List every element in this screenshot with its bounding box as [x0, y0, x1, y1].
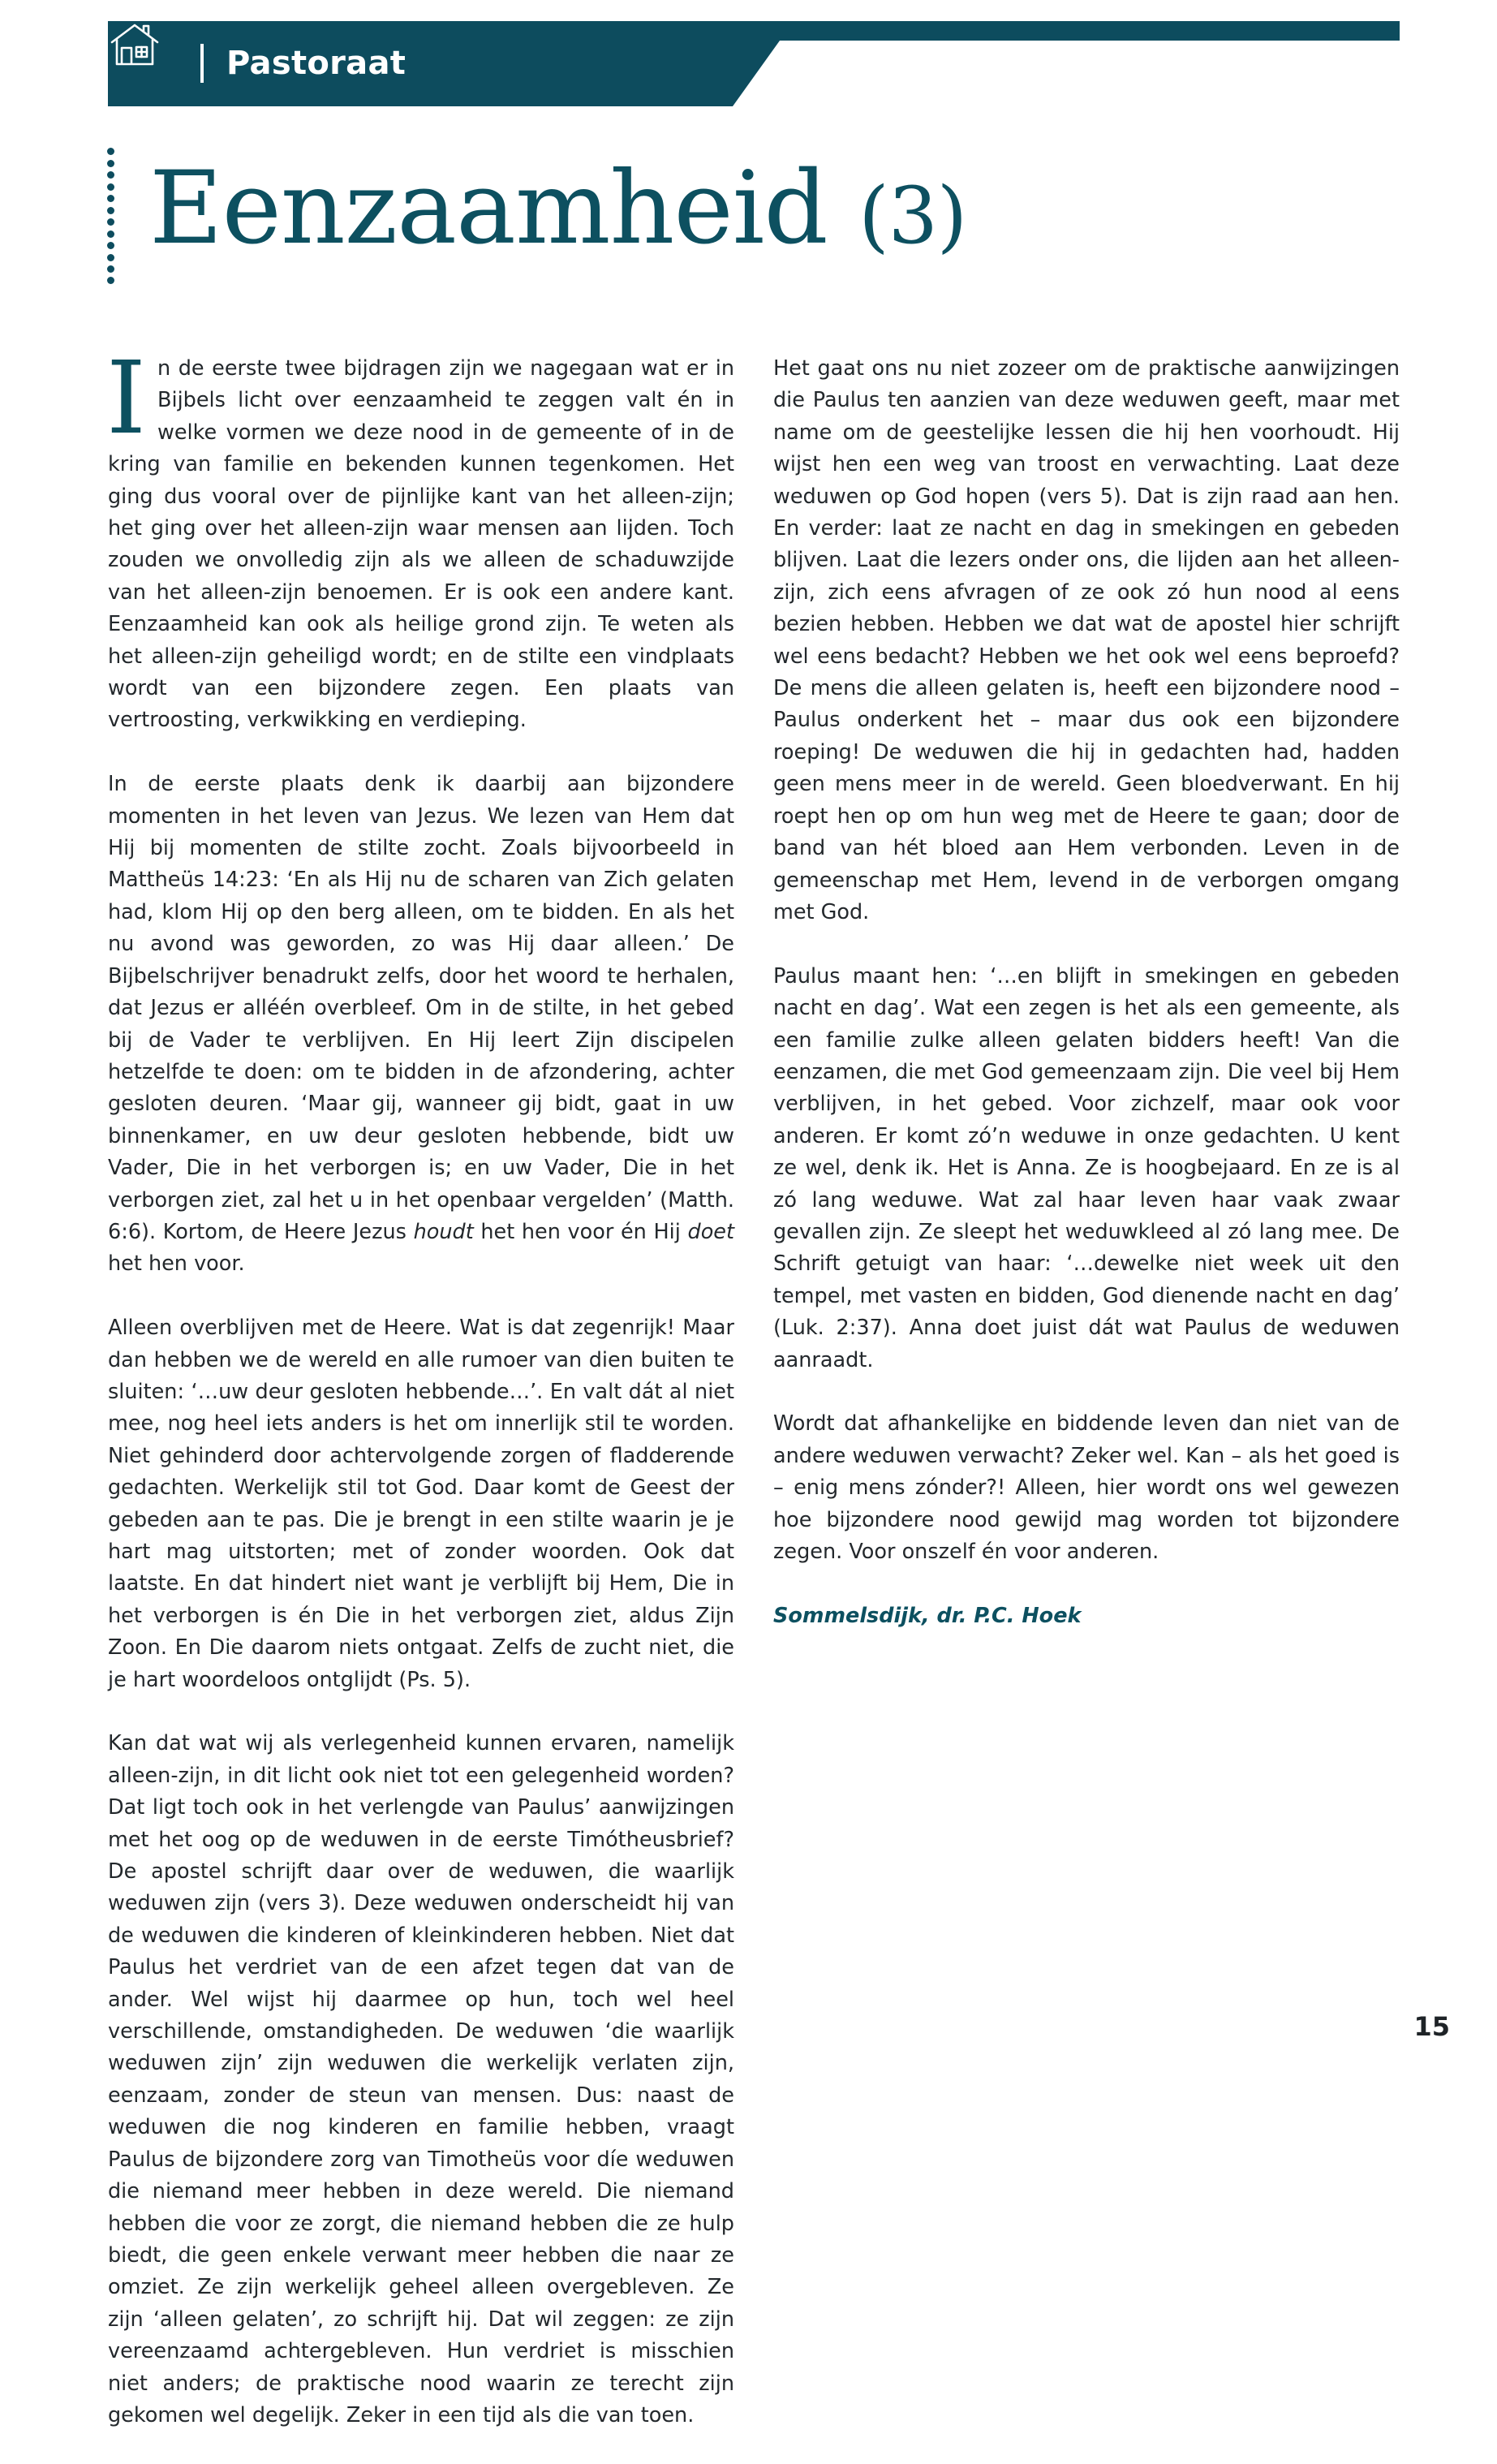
title-main: Eenzaamheid — [149, 150, 828, 267]
drop-cap: I — [106, 340, 146, 457]
text-column-left — [106, 340, 734, 2464]
paragraph-3: Alleen overblijven met de Heere. Wat is dat zegenrijk! Maar dan hebben we de wereld en alle rumoer van dien buiten te sluiten: ‘…uw deur gesloten hebbende…’. En valt dát al niet mee, nog heel iets anders is het om innerlijk stil te worden. Niet gehinderd door achtervolgende zorgen of fladderende gedachten. Werkelijk stil tot God. Daar komt de Geest der gebeden aan te pas. Die je brengt in een stilte waarin je je hart mag uitstorten; met of zonder woorden. Ook dat laatste. En dat hindert niet want je verblijft bij Hem, Die in het verborgen is én Die in het verborgen ziet, aldus Zijn Zoon. En Die daarom niets ontgaat. Zelfs de zucht niet, die je hart woordeloos ontglijdt (Ps. 5). — [108, 1316, 734, 1692]
author-signature: Sommelsdijk, dr. P.C. Hoek — [773, 1603, 1082, 1628]
article-title — [149, 148, 966, 277]
paragraph-2-end: het hen voor. — [108, 1251, 245, 1277]
paragraph-4: Kan dat wat wij als verlegenheid kunnen ervaren, namelijk alleen-zijn, in dit licht ook niet tot een gelegenheid worden? Dat ligt toch ook in het verlengde van Paulus’ aanwijzingen met het oog op de weduwen in de eerste Timótheusbrief? De apostel schrijft daar over de weduwen, die waarlijk weduwen zijn (vers 3). Deze weduwen onderscheidt hij van de weduwen die kinderen of kleinkinderen hebben. Niet dat Paulus het verdriet van de een afzet tegen dat van de ander. Wel wijst hij daarmee op hun, toch wel heel verschillende, omstandigheden. De weduwen ‘die waarlijk weduwen zijn’ zijn weduwen die werkelijk verlaten zijn, eenzaam, zonder de steun van mensen. Dus: naast de weduwen die nog kinderen en familie hebben, vraagt Paulus de bijzondere zorg van Timotheüs voor díe weduwen die niemand meer hebben in deze wereld. Die niemand hebben die voor ze zorgt, die niemand hebben die ze hulp biedt, die geen enkele verwant meer hebben die naar ze omziet. Ze zijn werkelijk geheel alleen overgebleven. Ze zijn ‘alleen gelaten’, zo schrijft hij. Dat wil zeggen: ze zijn vereenzaamd achtergebleven. Hun verdriet is misschien niet anders; de praktische nood waarin ze terecht zijn gekomen wel degelijk. Zeker in een tijd als die van toen. — [108, 1731, 734, 2427]
paragraph-2-mid: het hen voor én Hij — [480, 1219, 681, 1244]
paragraph-2-emphasis-1: houdt — [413, 1219, 474, 1244]
paragraph-7: Wordt dat afhankelijke en biddende leven dan niet van de andere weduwen verwacht? Zeker wel. Kan – als het goed is – enig mens zónder?! Alleen, hier wordt ons wel gewezen hoe bijzondere nood gewijd mag worden tot bijzondere zegen. Voor onszelf én voor anderen. — [773, 1411, 1400, 1564]
paragraph-2-text: In de eerste plaats denk ik daarbij aan bijzondere momenten in het leven van Jezus. We lezen van Hem dat Hij bij momenten de stilte zocht. Zoals bijvoorbeeld in Mattheüs 14:23: ‘En als Hij nu de scharen van Zich gelaten had, klom Hij op den berg alleen, om te bidden. En als het nu avond was geworden, zo was Hij daar alleen.’ De Bijbelschrijver benadrukt zelfs, door het woord te herhalen, dat Jezus er alléén overbleef. Om in de stilte, in het gebed bij de Vader te verblijven. En Hij leert Zijn discipelen hetzelfde te doen: om te bidden in de afzondering, achter gesloten deuren. ‘Maar gij, wanneer gij bidt, gaat in uw binnenkamer, en uw deur gesloten hebbende, bidt uw Vader, Die in het verborgen is; en uw Vader, Die in het verborgen ziet, zal het u in het openbaar vergelden’ (Matth. 6:6). Kortom, de Heere Jezus — [108, 772, 734, 1244]
page-number: 15 — [1413, 2011, 1450, 2042]
title-number: (3) — [858, 170, 967, 261]
decorative-dots — [107, 148, 115, 286]
section-divider — [200, 44, 204, 83]
home-icon — [108, 21, 161, 68]
section-label: Pastoraat — [226, 45, 407, 82]
text-column-right — [773, 353, 1400, 1665]
paragraph-continued: Het gaat ons nu niet zozeer om de praktische aanwijzingen die Paulus ten aanzien van deze weduwen geeft, maar met name om de geestelijke lessen die hij hen voorhoudt. Hij wijst hen een weg van troost en verwachting. Laat deze weduwen op God hopen (vers 5). Dat is zijn raad aan hen. En verder: laat ze nacht en dag in smekingen en gebeden blijven. Laat die lezers onder ons, die lijden aan het alleen-zijn, zich eens afvragen of ze ook zó hun nood al eens bezien hebben. Hebben we dat wat de apostel hier schrijft wel eens bedacht? Hebben we het ook wel eens beproefd? De mens die alleen gelaten is, heeft een bijzondere nood – Paulus onderkent het – maar dus ook een bijzondere roeping! De weduwen die hij in gedachten had, hadden geen mens meer in de wereld. Geen bloedverwant. En hij roept hen op om hun weg met de Heere te gaan; door de band van hét bloed aan Hem verbonden. Leven in de gemeenschap met Hem, levend in de verborgen omgang met God. — [773, 356, 1400, 924]
paragraph-6: Paulus maant hen: ‘…en blijft in smekingen en gebeden nacht en dag’. Wat een zegen is het als een gemeente, als een familie zulke alleen gelaten bidders heeft! Van die eenzamen, die met God gemeenzaam zijn. Die veel bij Hem verblijven, in het gebed. Voor zichzelf, maar ook voor anderen. Er komt zó’n weduwe in onze gedachten. U kent ze wel, denk ik. Het is Anna. Ze is hoogbejaard. En ze is al zó lang weduwe. Wat zal haar leven haar vaak zwaar gevallen zijn. Ze sleept het weduwkleed al zó lang mee. De Schrift getuigt van haar: ‘…dewelke niet week uit den tempel, met vasten en bidden, God dienende nacht en dag’ (Luk. 2:37). Anna doet juist dát wat Paulus de weduwen aanraadt. — [773, 963, 1400, 1372]
paragraph-2 — [108, 769, 734, 1281]
paragraph-1-text: n de eerste twee bijdragen zijn we nagegaan wat er in Bijbels licht over eenzaamheid te zeggen valt én in welke vormen we deze nood in de gemeente of in de kring van familie en bekenden kunnen tegenkomen. Het ging dus vooral over de pijnlijke kant van het alleen-zijn; het ging over het alleen-zijn waar mensen aan lijden. Toch zouden we onvolledig zijn als we alleen de schaduwzijde van het alleen-zijn benoemen. Er is ook een andere kant. Eenzaamheid kan ook als heilige grond zijn. Te weten als het alleen-zijn geheiligd wordt; en de stilte een vindplaats wordt van een bijzondere zegen. Een plaats van vertroosting, verkwikking en verdieping. — [108, 356, 734, 733]
section-header — [108, 21, 1400, 106]
paragraph-1 — [106, 340, 734, 737]
paragraph-2-emphasis-2: doet — [687, 1219, 734, 1244]
